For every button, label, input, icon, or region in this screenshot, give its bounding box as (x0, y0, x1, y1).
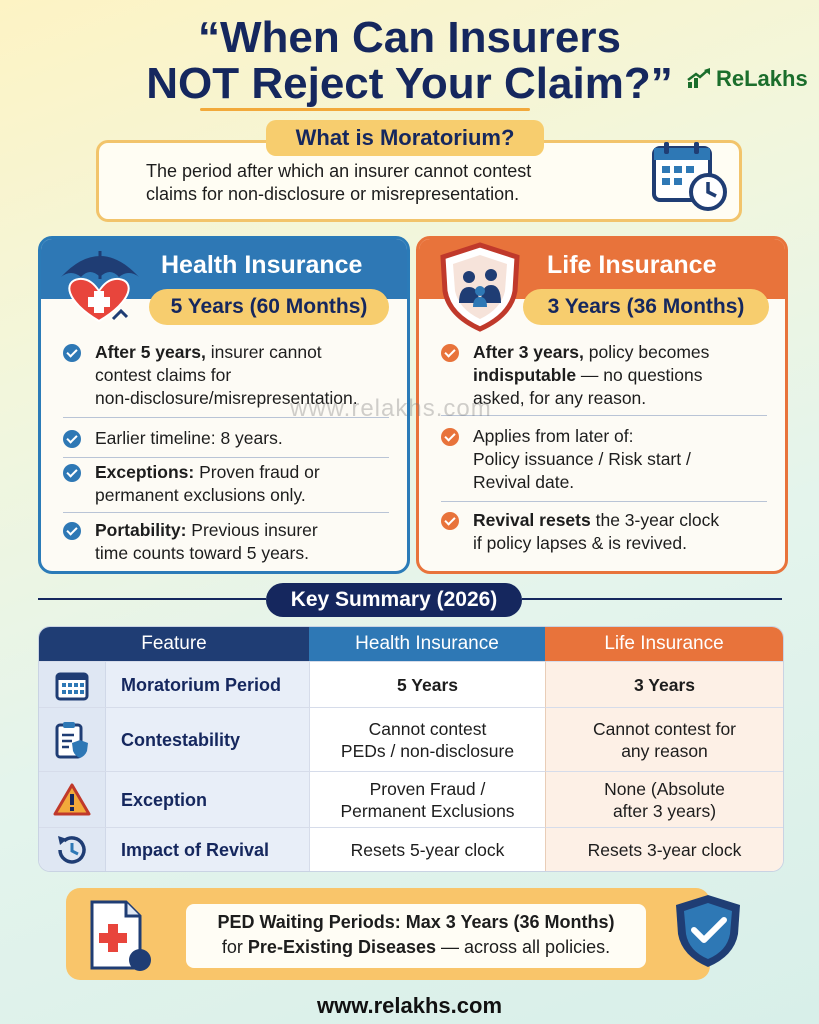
row-icon-box (39, 708, 106, 771)
health-cell-line-1: Cannot contest (368, 718, 487, 739)
health-cell-line-2: PEDs / non-disclosure (340, 740, 515, 761)
check-icon (63, 430, 81, 448)
feature-label: Exception (121, 789, 208, 810)
health-item-4-bold: Portability: (95, 520, 187, 540)
health-cell-line-2: Permanent Exclusions (340, 800, 515, 821)
health-item-3-text-2: permanent exclusions only. (95, 485, 306, 505)
ped-line-1: PED Waiting Periods: Max 3 Years (36 Months) (217, 912, 615, 932)
life-item-3-text-2: if policy lapses & is revived. (473, 533, 687, 553)
watermark: www.relakhs.com (290, 395, 492, 422)
check-icon (63, 464, 81, 482)
health-cell: 5 Years (309, 661, 545, 707)
life-cell (545, 707, 783, 771)
feature-label: Moratorium Period (121, 674, 282, 695)
life-item-1-text-2: — no questions (576, 365, 703, 385)
row-icon-box (39, 772, 106, 827)
health-item-4-text-1: Previous insurer (186, 520, 318, 540)
ped-line-2-pre: for (221, 937, 248, 957)
feature-cell (39, 661, 309, 707)
divider (63, 512, 389, 513)
page-title-line-2: NOT Reject Your Claim?” (146, 59, 673, 108)
life-cell-line-2: after 3 years) (612, 800, 717, 821)
health-item-1-bold: After 5 years, (95, 342, 206, 362)
feature-cell (39, 827, 309, 871)
moratorium-definition (146, 160, 626, 206)
health-cell (309, 771, 545, 827)
life-item-1-bold-2: indisputable (473, 365, 577, 385)
moratorium-line-1: The period after which an insurer cannot contest (146, 161, 532, 181)
divider (63, 457, 389, 458)
brand-logo (686, 66, 808, 92)
life-item-2-text-2: Policy issuance / Risk start / (473, 449, 691, 469)
check-icon (63, 344, 81, 362)
life-cell: 3 Years (545, 661, 783, 707)
title-underline (200, 108, 530, 111)
life-item-3-text-1: the 3-year clock (590, 510, 720, 530)
refresh-clock-icon (54, 833, 90, 867)
life-item-1-text-1: policy becomes (583, 342, 710, 362)
table-header-feature: Feature (39, 627, 309, 661)
life-item-2-text-1: Applies from later of: (473, 426, 634, 446)
moratorium-heading: What is Moratorium? (266, 120, 544, 156)
check-icon (441, 428, 459, 446)
health-item-3-text-1: Proven fraud or (194, 462, 320, 482)
feature-cell (39, 707, 309, 771)
life-item-1-text-3: asked, for any reason. (473, 388, 647, 408)
page-title-line-1: “When Can Insurers (198, 13, 621, 62)
check-shield-icon (672, 892, 744, 970)
health-cell: Resets 5-year clock (309, 827, 545, 871)
feature-label: Contestability (121, 729, 241, 750)
life-cell-line-1: Cannot contest for (593, 718, 736, 739)
summary-rule-right (522, 598, 782, 600)
health-item-4 (63, 519, 393, 565)
clipboard-shield-icon (54, 720, 90, 760)
life-item-1-bold: After 3 years, (473, 342, 584, 362)
footer-website: www.relakhs.com (316, 993, 503, 1018)
summary-table (38, 626, 784, 872)
calendar-icon (55, 669, 89, 701)
brand-name: ReLakhs (716, 66, 808, 91)
life-item-2-text-3: Revival date. (473, 472, 575, 492)
life-cell: Resets 3-year clock (545, 827, 783, 871)
ped-note (190, 910, 642, 960)
life-item-3 (441, 509, 771, 555)
row-icon-box (39, 828, 106, 871)
table-header-life: Life Insurance (545, 627, 783, 661)
ped-line-2-bold: Pre-Existing Diseases (247, 937, 437, 957)
table-row (39, 707, 783, 771)
life-item-2 (441, 425, 771, 494)
moratorium-line-2: claims for non-disclosure or misrepresentation. (146, 184, 520, 204)
growth-arrow-icon (686, 68, 712, 90)
health-item-4-text-2: time counts toward 5 years. (95, 543, 309, 563)
ped-line-2-post: — across all policies. (436, 937, 611, 957)
health-item-1-text-2: contest claims for (95, 365, 232, 385)
table-row (39, 771, 783, 827)
health-cell (309, 707, 545, 771)
row-icon-box (39, 662, 106, 707)
life-cell (545, 771, 783, 827)
family-shield-icon (437, 241, 523, 333)
feature-cell (39, 771, 309, 827)
ped-line-2 (190, 935, 642, 960)
life-card-title: Life Insurance (547, 251, 717, 279)
life-period-badge: 3 Years (36 Months) (523, 289, 769, 325)
summary-heading: Key Summary (2026) (266, 583, 522, 617)
life-item-3-bold: Revival resets (473, 510, 591, 530)
health-card-title: Health Insurance (161, 251, 363, 279)
health-item-1-text-1: insurer cannot (205, 342, 322, 362)
table-row (39, 661, 783, 707)
check-icon (441, 512, 459, 530)
table-header-health: Health Insurance (309, 627, 545, 661)
warning-icon (53, 783, 91, 817)
health-item-2 (63, 427, 393, 450)
health-period-badge: 5 Years (60 Months) (149, 289, 389, 325)
feature-label: Impact of Revival (121, 839, 270, 860)
health-item-3-bold: Exceptions: (95, 462, 195, 482)
health-item-3 (63, 461, 393, 507)
medical-document-icon (86, 898, 156, 976)
life-cell-line-1: None (Absolute (604, 778, 725, 799)
health-item-1-text-3: non-disclosure/misrepresentation. (95, 388, 358, 408)
health-item-2-text: Earlier timeline: 8 years. (95, 428, 283, 448)
table-row (39, 827, 783, 871)
life-cell-line-2: any reason (621, 740, 708, 761)
summary-rule-left (38, 598, 266, 600)
umbrella-heart-icon (55, 243, 145, 329)
check-icon (441, 344, 459, 362)
calendar-clock-icon (650, 140, 730, 214)
divider (441, 501, 767, 502)
check-icon (63, 522, 81, 540)
health-cell-line-1: Proven Fraud / (369, 778, 486, 799)
